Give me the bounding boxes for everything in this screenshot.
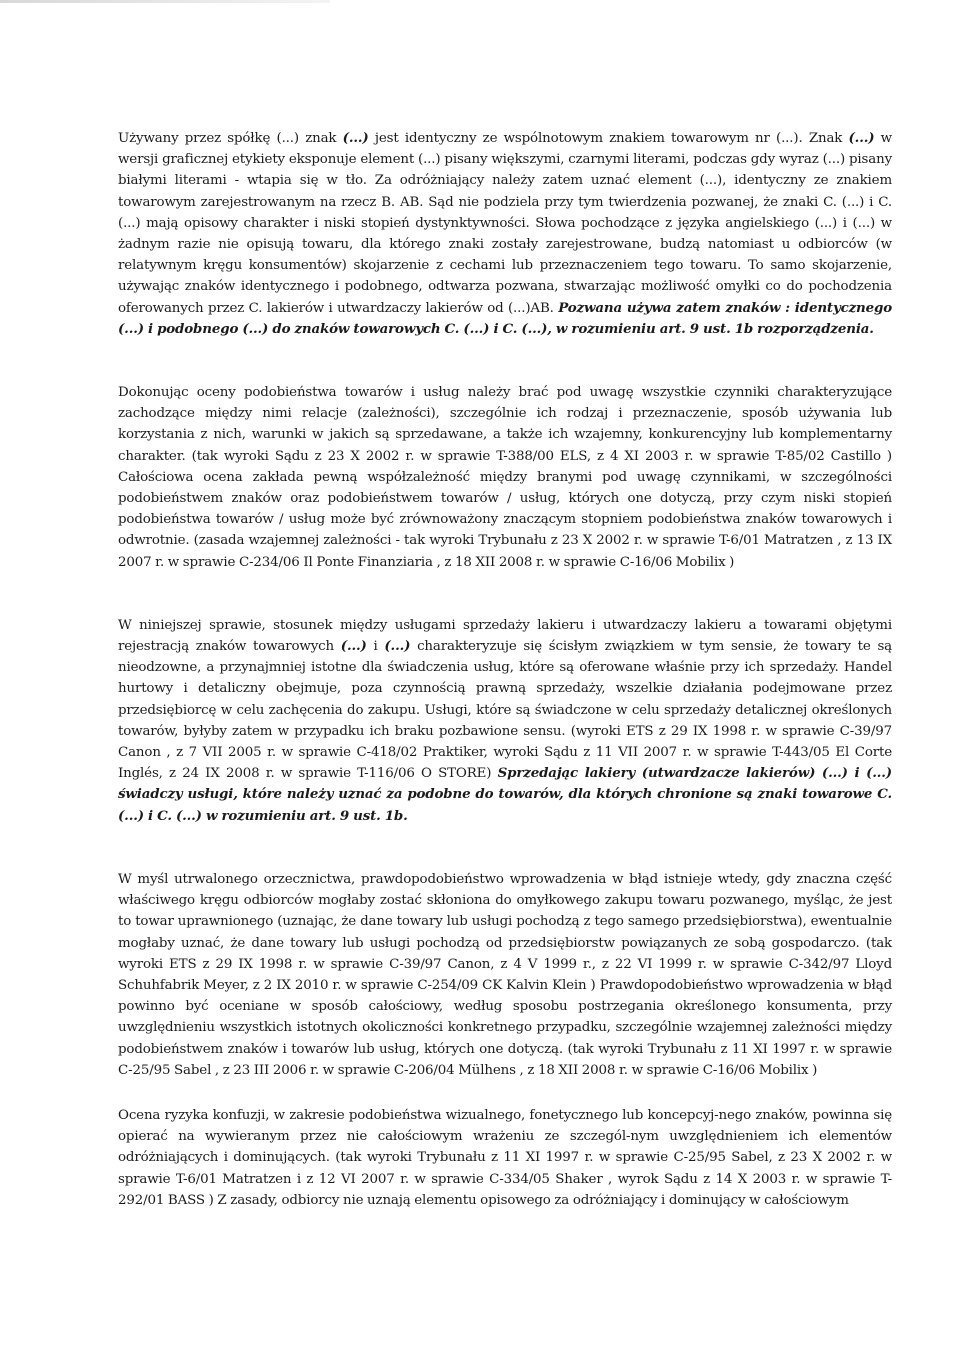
paragraph-text: W niniejszej sprawie, stosunek między usługami sprzedaży lakieru i utwardzaczy lakieru a towarami objętymi rejestracją znaków towarowych — [118, 617, 892, 655]
scan-edge-mark — [0, 0, 330, 3]
paragraph-services-relation — [118, 615, 892, 827]
emphasized-text: (...) — [340, 638, 367, 655]
emphasized-text: (...) — [384, 638, 411, 655]
paragraph-likelihood-of-confusion — [118, 869, 892, 1081]
paragraph-text: w wersji graficznej etykiety eksponuje element (...) pisany większymi, czarnymi literami, podczas gdy wyraz (...) pisany białymi literami - wtapia się w tło. Za odróżniający należy zatem uznać element (...), identyczny ze znakiem towarowym zarejestrowanym na rzecz B. AB. Sąd nie podziela przy tym twierdzenia pozwanej, że znaki C. (...) i C. (...) mają opisowy charakter i niski stopień dystynktywności. Słowa pochodzące z języka angielskiego (...) i (...) w żadnym razie nie opisują towaru, dla którego znaki zostały zarejestrowane, budzą natomiast u odbiorców (w relatywnym kręgu konsumentów) skojarzenie z cechami lub przeznaczeniem tego towaru. To samo skojarzenie, używając znaków identycznego i podobnego, odtwarza pozwana, stwarzając możliwość omyłki co do pochodzenia oferowanych przez C. lakierów i utwardzaczy lakierów od (...)AB. — [118, 131, 892, 316]
paragraph-text: Ocena ryzyka konfuzji, w zakresie podobieństwa wizualnego, fonetycznego lub koncepcyj-nego znaków, powinna się opierać na wywieranym przez nie całościowym wrażeniu ze szczegól-nym uwzględnieniem ich elementów odróżniających i dominujących. (tak wyroki Trybunału z 11 XI 1997 r. w sprawie C-25/95 Sabel, z 23 X 2002 r. w sprawie T-6/01 Matratzen i z 12 VI 2007 r. w sprawie C-334/05 Shaker , wyrok Sądu z 14 X 2003 r. w sprawie T-292/01 BASS ) Z zasady, odbiorcy nie uznają elementu opisowego za odróżniający i dominujący w całościowym — [118, 1107, 892, 1208]
paragraph-text: Używany przez spółkę (...) znak — [118, 131, 343, 146]
emphasized-conclusion: Sprzedając lakiery (utwardzacze lakierów) (...) i (...) świadczy usługi, które należy uznać za podobne do towarów, dla których chronione są znaki towarowe C. (...) i C. (...) w rozumieniu art. 9 ust. 1b. — [118, 765, 892, 824]
emphasized-text: (...) — [342, 130, 369, 146]
paragraph-similarity-assessment — [118, 382, 892, 573]
paragraph-trademark-identity — [118, 128, 892, 340]
paragraph-text: Dokonując oceny podobieństwa towarów i usług należy brać pod uwagę wszystkie czynniki charakteryzujące zachodzące między nimi relacje (zależności), szczególnie ich rodzaj i przeznaczenie, sposób używania lub korzystania z nich, warunki w jakich są sprzedawane, a także ich wzajemny, konkurencyjny lub komplementarny charakter. (tak wyroki Sądu z 23 X 2002 r. w sprawie T-388/00 ELS, z 4 XI 2003 r. w sprawie T-85/02 Castillo ) Całościowa ocena zakłada pewną współzależność między branymi pod uwagę czynnikami, w szczególności podobieństwem znaków oraz podobieństwem towarów / usług, których one dotyczą, przy czym niski stopień podobieństwa towarów / usług może być zrównoważony znaczącym stopniem podobieństwa znaków towarowych i odwrotnie. (zasada wzajemnej zależności - tak wyroki Trybunału z 23 X 2002 r. w sprawie T-6/01 Matratzen , z 13 IX 2007 r. w sprawie C-234/06 Il Ponte Finanziaria , z 18 XII 2008 r. w sprawie C-16/06 Mobilix ) — [118, 385, 892, 570]
paragraph-confusion-risk — [118, 1105, 892, 1211]
paragraph-text: i — [366, 639, 385, 655]
emphasized-text: (...) — [848, 130, 875, 146]
paragraph-text: W myśl utrwalonego orzecznictwa, prawdopodobieństwo wprowadzenia w błąd istnieje wtedy, gdy znaczna część właściwego kręgu odbiorców mogłaby zostać skłoniona do omyłkowego zakupu towaru pozwanego, myśląc, że jest to towar uprawnionego (uznając, że dane towary lub usługi pochodzą z tego samego przedsiębiorstwa), ewentualnie mogłaby uznać, że dane towary lub usługi pochodzą od przedsiębiorstw powiązanych ze sobą gospodarczo. (tak wyroki ETS z 29 IX 1998 r. w sprawie C-39/97 Canon, z 4 V 1999 r., z 22 VI 1999 r. w sprawie C-342/97 Lloyd Schuhfabrik Meyer, z 2 IX 2010 r. w sprawie C-254/09 CK Kalvin Klein ) Prawdopodobieństwo wprowadzenia w błąd powinno być oceniane w sposób całościowy, według sposobu postrzegania określonego konsumenta, przy uwzględnieniu wszystkich istotnych okoliczności konkretnego przypadku, szczególnie wzajemnej zależności między podobieństwem znaków i towarów lub usług, których one dotyczą. (tak wyroki Trybunału z 11 XI 1997 r. w sprawie C-25/95 Sabel , z 23 III 2006 r. w sprawie C-206/04 Mülhens , z 18 XII 2008 r. w sprawie C-16/06 Mobilix ) — [118, 871, 892, 1078]
paragraph-text: jest identyczny ze wspólnotowym znakiem towarowym nr (...). Znak — [368, 131, 849, 146]
document-body — [118, 128, 892, 1211]
emphasized-conclusion: Pozwana używa zatem znaków : identycznego (...) i podobnego (...) do znaków towarowych C. (...) i C. (...), w rozumieniu art. 9 ust. 1b rozporządzenia. — [118, 299, 892, 337]
paragraph-text: charakteryzuje się ścisłym związkiem w tym sensie, że towary te są nieodzowne, a przynajmniej istotne dla świadczenia usług, które są oferowane właśnie przy ich sprzedaży. Handel hurtowy i detaliczny obejmuje, poza czynnością prawną sprzedaży, wszelkie działania podejmowane przez przedsiębiorcę w celu zachęcenia do zakupu. Usługi, które są świadczone w celu sprzedaży detalicznej określonych towarów, byłyby zatem w przypadku ich braku pozbawione sensu. (wyroki ETS z 29 IX 1998 r. w sprawie C-39/97 Canon , z 7 VII 2005 r. w sprawie C-418/02 Praktiker, wyroki Sądu z 11 VII 2007 r. w sprawie T-443/05 El Corte Inglés, z 24 IX 2008 r. w sprawie T-116/06 O STORE) — [118, 639, 892, 782]
